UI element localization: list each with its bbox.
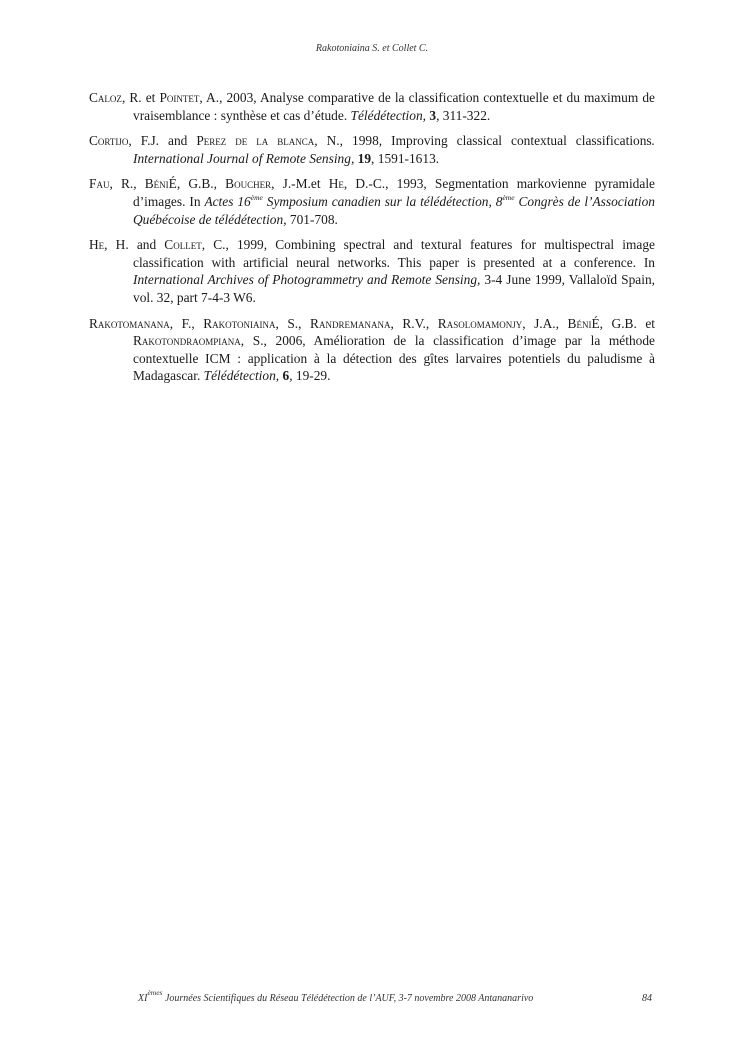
author-name: Perez de la blanca — [196, 133, 315, 149]
journal-title: Télédétection, — [350, 107, 426, 123]
journal-title: International Archives of Photogrammetry and Remote Sensing, — [133, 272, 481, 288]
journal-title: Télédétection, — [203, 368, 280, 384]
author-name: Randremanana — [310, 315, 391, 331]
author-name: Béni — [144, 176, 169, 192]
pages: , 19-29. — [289, 368, 331, 384]
author-text: , F.J. and — [128, 133, 197, 149]
author-name: Cortijo — [89, 133, 129, 149]
author-name: Boucher — [225, 176, 272, 192]
author-name: Collet — [164, 237, 202, 253]
author-text: , J.-M.et H — [271, 176, 339, 192]
reference-he-1999: He, H. and Collet, C., 1999, Combining spectral and textural features for multispectral image classification with artificial neural networks. This paper is presented at a conference. In International Archives of Photogrammetry and Remote Sensing, 3-4 June 1999, Vallaloïd Spain, vol. 32, part 7-4-3 W6. — [89, 237, 656, 305]
author-name: Rakotondraompiana — [133, 333, 241, 349]
running-head: Rakotoniaina S. et Collet C. — [315, 43, 429, 54]
volume-number: 19 — [357, 150, 372, 166]
author-name: e — [338, 176, 344, 192]
author-text: , H. and — [104, 237, 165, 253]
reference-fau-1993: Fau, R., BéniÉ, G.B., Boucher, J.-M.et He, D.-C., 1993, Segmentation markovienne pyramidale d’images. In Actes 16ème Symposium canadien sur la télédétection, 8ème Congrès de l’Association Québécoise de télédétection, 701-708. — [89, 176, 655, 227]
author-name: He — [89, 237, 105, 253]
author-text: , J.A., B — [522, 315, 577, 331]
author-text: , G.B. et — [599, 315, 655, 331]
author-text: , R., — [109, 176, 145, 192]
author-text: , R.V., — [390, 315, 438, 331]
author-name: Caloz — [89, 90, 122, 105]
reference-rakotomanana-2006: Rakotomanana, F., Rakotoniaina, S., Randremanana, R.V., Rasolomamonjy, J.A., BéniÉ, G.B. et Rakotondraompiana, S., 2006, Amélioration de la classification d’image par la méthode contextuelle ICM : application à la détection des gîtes larvaires potentiels du paludisme à Madagascar. Télédétection, 6, 19-29. — [89, 315, 655, 384]
conference-footer: XIèmes Journées Scientifiques du Réseau Télédétection de l’AUF, 3-7 novembre 2008 Antananarivo — [138, 988, 534, 1004]
author-name: Rakotoniaina — [203, 315, 276, 331]
reference-note: . This paper is presented at a conference — [386, 254, 633, 270]
author-name: Rasolomamonjy — [437, 315, 523, 331]
author-text: , F., — [169, 315, 204, 331]
page-number: 84 — [642, 993, 652, 1004]
reference-body: , N., 1998, Improving classical contextual classifications — [314, 133, 652, 149]
author-name: Rakotomanana — [89, 315, 170, 331]
author-name: Pointet — [159, 90, 200, 105]
pages: , 701-708. — [283, 211, 338, 227]
pages: , 1591-1613. — [371, 150, 440, 166]
journal-title: International Journal of Remote Sensing, — [133, 150, 355, 166]
proceedings-title: Actes 16ème Symposium canadien sur la télédétection, 8ème Congrès de l’Association Québécoise de télédétection — [133, 192, 655, 227]
reference-body: , C., 1999, Combining spectral and textural features for multispectral image classification with artificial neural networks — [133, 237, 655, 270]
pages: 3-4 June 1999, Vallaloïd Spain, vol. 32, part 7-4-3 W6. — [133, 272, 656, 305]
author-name: éni — [576, 315, 592, 331]
reference-caloz-2003 — [89, 89, 655, 124]
reference-body: , A., 2003, Analyse comparative de la classification contextuelle et du maximum de vraisemblance : synthèse et cas d’étude. — [133, 90, 655, 123]
volume-number: 3 — [429, 107, 437, 123]
author-text: , G.B., — [176, 176, 226, 192]
author-text: , R. et — [121, 90, 160, 105]
volume-number: 6 — [282, 368, 290, 384]
author-name: Fau — [89, 176, 110, 192]
reference-body: , D.-C., 1993, Segmentation markovienne pyramidale d’images. In — [133, 176, 655, 209]
reference-list — [89, 89, 655, 393]
pages: , 311-322. — [436, 107, 491, 123]
reference-cortijo-1998: Cortijo, F.J. and Perez de la blanca, N., 1998, Improving classical contextual classifications. International Journal of Remote Sensing, 19, 1591-1613. — [89, 133, 656, 166]
reference-body: , S., 2006, Amélioration de la classification d’image par la méthode contextuelle ICM : application à la détection des gîtes larvaires potentiels du paludisme à Madagascar. — [133, 333, 655, 384]
author-text: , S., — [275, 315, 311, 331]
